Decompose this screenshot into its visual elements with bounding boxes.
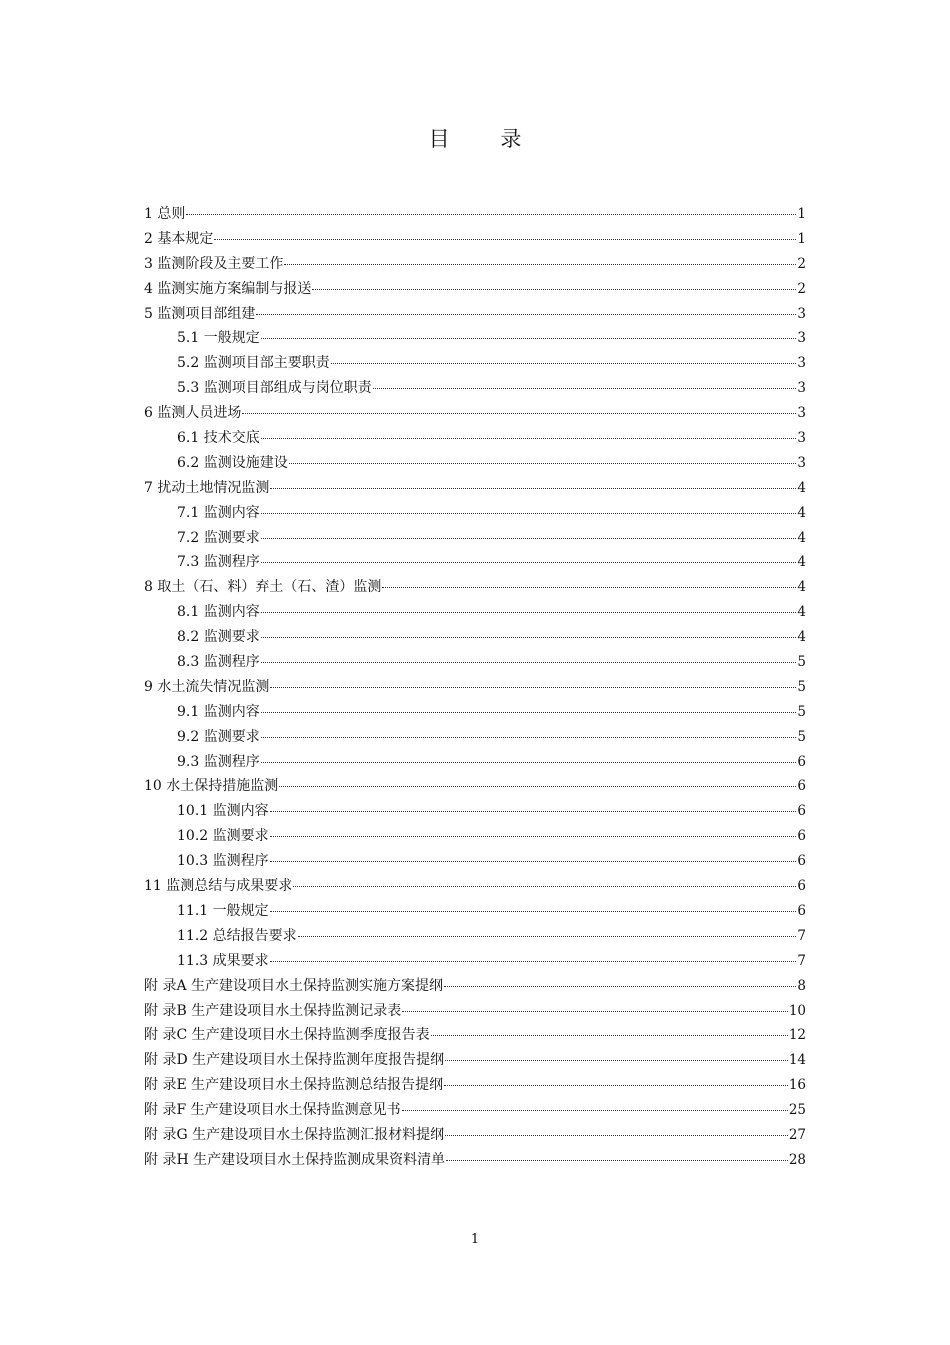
page-number: 1: [470, 1232, 480, 1247]
toc-entry-label: 10.2 监测要求: [177, 828, 269, 845]
toc-dot-leader: [261, 711, 797, 713]
toc-entry-label: 2 基本规定: [144, 230, 214, 247]
toc-entry[interactable]: [144, 302, 806, 327]
toc-subentry[interactable]: [144, 326, 806, 351]
toc-entry-page: 6: [797, 878, 806, 895]
toc-entry[interactable]: [144, 1148, 806, 1173]
toc-entry-page: 10: [788, 1002, 806, 1019]
toc-dot-leader: [261, 611, 797, 613]
toc-entry-page: 5: [797, 703, 806, 720]
toc-entry-page: 3: [797, 355, 806, 372]
toc-entry-label: 9.3 监测程序: [177, 753, 260, 770]
toc-entry-label: 5 监测项目部组建: [144, 305, 256, 322]
toc-entry-page: 7: [797, 952, 806, 969]
toc-entry-page: 3: [797, 405, 806, 422]
toc-entry-page: 14: [788, 1052, 806, 1069]
toc-entry-page: 4: [797, 604, 806, 621]
toc-entry-page: 4: [797, 479, 806, 496]
toc-dot-leader: [261, 761, 797, 763]
toc-subentry[interactable]: [144, 725, 806, 750]
toc-entry-label: 10.1 监测内容: [177, 803, 269, 820]
toc-dot-leader: [312, 288, 796, 290]
toc-subentry[interactable]: [144, 849, 806, 874]
toc-entry[interactable]: [144, 575, 806, 600]
toc-subentry[interactable]: [144, 949, 806, 974]
toc-dot-leader: [261, 437, 797, 439]
toc-entry-label: 10.3 监测程序: [177, 853, 269, 870]
toc-entry-label: 8.1 监测内容: [177, 604, 260, 621]
toc-entry[interactable]: [144, 675, 806, 700]
toc-entry-label: 3 监测阶段及主要工作: [144, 255, 284, 272]
toc-entry-page: 5: [797, 728, 806, 745]
toc-entry-page: 28: [788, 1151, 806, 1168]
toc-dot-leader: [261, 512, 797, 514]
toc-entry-label: 6.2 监测设施建设: [177, 454, 288, 471]
toc-entry-page: 4: [797, 504, 806, 521]
toc-entry[interactable]: [144, 202, 806, 227]
toc-entry-label: 5.2 监测项目部主要职责: [177, 355, 330, 372]
toc-entry-label: 10 水土保持措施监测: [144, 778, 279, 795]
toc-entry-label: 1 总则: [144, 206, 186, 222]
toc-dot-leader: [331, 362, 797, 364]
toc-dot-leader: [446, 1159, 788, 1161]
toc-dot-leader: [373, 387, 797, 389]
toc-subentry[interactable]: [144, 824, 806, 849]
toc-entry[interactable]: [144, 227, 806, 252]
toc-entry-page: 4: [797, 629, 806, 646]
toc-entry-label: 8.2 监测要求: [177, 629, 260, 646]
toc-dot-leader: [444, 985, 796, 987]
toc-subentry[interactable]: [144, 550, 806, 575]
toc-dot-leader: [261, 636, 797, 638]
toc-entry-label: 11 监测总结与成果要求: [144, 878, 293, 895]
toc-entry-page: 3: [797, 430, 806, 447]
toc-entry-label: 11.1 一般规定: [177, 902, 269, 919]
toc-entry[interactable]: [144, 1023, 806, 1048]
toc-entry-page: 2: [797, 255, 806, 272]
toc-dot-leader: [270, 960, 797, 962]
toc-subentry[interactable]: [144, 650, 806, 675]
toc-subentry[interactable]: [144, 501, 806, 526]
toc-dot-leader: [214, 238, 796, 240]
toc-entry[interactable]: [144, 974, 806, 999]
toc-entry[interactable]: [144, 1123, 806, 1148]
toc-dot-leader: [402, 1010, 788, 1012]
toc-entry-page: 12: [788, 1027, 806, 1044]
toc-dot-leader: [431, 1034, 788, 1036]
toc-entry-label: 6 监测人员进场: [144, 405, 242, 422]
toc-entry-page: 5: [797, 678, 806, 695]
toc-entry-label: 9.1 监测内容: [177, 703, 260, 720]
toc-entry-label: 7.2 监测要求: [177, 529, 260, 546]
toc-entry-page: 4: [797, 579, 806, 596]
toc-dot-leader: [444, 1084, 788, 1086]
toc-entry[interactable]: [144, 1098, 806, 1123]
toc-entry-label: 9.2 监测要求: [177, 728, 260, 745]
toc-entry-label: 附 录D 生产建设项目水土保持监测年度报告提纲: [144, 1052, 445, 1069]
toc-entry-label: 7 扰动土地情况监测: [144, 479, 270, 496]
toc-entry[interactable]: [144, 774, 806, 799]
toc-entry-page: 3: [797, 330, 806, 347]
toc-dot-leader: [293, 885, 796, 887]
toc-entry-label: 9 水土流失情况监测: [144, 678, 270, 695]
toc-entry[interactable]: [144, 1048, 806, 1073]
toc-entry-page: 4: [797, 554, 806, 571]
toc-dot-leader: [289, 462, 797, 464]
toc-dot-leader: [270, 487, 796, 489]
toc-subentry[interactable]: [144, 899, 806, 924]
toc-entry-page: 1: [797, 230, 806, 247]
toc-entry[interactable]: [144, 874, 806, 899]
toc-subentry[interactable]: [144, 451, 806, 476]
toc-dot-leader: [402, 1109, 788, 1111]
toc-subentry[interactable]: [144, 526, 806, 551]
page-title: 目 录: [428, 127, 544, 151]
toc-entry[interactable]: [144, 401, 806, 426]
toc-entry-page: 6: [797, 828, 806, 845]
toc-entry-label: 7.3 监测程序: [177, 554, 260, 571]
toc-dot-leader: [261, 661, 797, 663]
toc-entry[interactable]: [144, 1073, 806, 1098]
toc-entry-label: 附 录A 生产建设项目水土保持监测实施方案提纲: [144, 977, 444, 994]
toc-dot-leader: [186, 213, 796, 215]
toc-entry-page: 7: [797, 927, 806, 944]
toc-entry-label: 附 录F 生产建设项目水土保持监测意见书: [144, 1102, 401, 1119]
toc-entry-label: 8 取土（石、料）弃土（石、渣）监测: [144, 579, 382, 596]
toc-dot-leader: [261, 337, 797, 339]
toc-entry-label: 附 录B 生产建设项目水土保持监测记录表: [144, 1002, 402, 1019]
toc-dot-leader: [261, 561, 797, 563]
toc-entry-label: 附 录H 生产建设项目水土保持监测成果资料清单: [144, 1151, 446, 1168]
toc-subentry[interactable]: [144, 750, 806, 775]
toc-dot-leader: [261, 537, 797, 539]
toc-entry-page: 3: [797, 305, 806, 322]
toc-entry-page: 25: [788, 1102, 806, 1119]
toc-subentry[interactable]: [144, 351, 806, 376]
toc-dot-leader: [445, 1059, 788, 1061]
toc-entry-label: 11.2 总结报告要求: [177, 927, 297, 944]
toc-dot-leader: [284, 263, 796, 265]
toc-entry-label: 5.3 监测项目部组成与岗位职责: [177, 380, 372, 397]
toc-entry-label: 附 录C 生产建设项目水土保持监测季度报告表: [144, 1027, 430, 1044]
toc-entry-label: 11.3 成果要求: [177, 952, 269, 969]
toc-entry[interactable]: [144, 999, 806, 1024]
toc-subentry[interactable]: [144, 600, 806, 625]
toc-dot-leader: [270, 810, 797, 812]
toc-subentry[interactable]: [144, 625, 806, 650]
toc-entry-page: 2: [797, 280, 806, 297]
toc-dot-leader: [256, 313, 796, 315]
toc-entry-label: 5.1 一般规定: [177, 330, 260, 347]
toc-entry-page: 6: [797, 803, 806, 820]
toc-subentry[interactable]: [144, 700, 806, 725]
toc-subentry[interactable]: [144, 426, 806, 451]
toc-entry-page: 3: [797, 380, 806, 397]
toc-entry-page: 16: [788, 1077, 806, 1094]
toc-entry-page: 5: [797, 654, 806, 671]
toc-entry-label: 7.1 监测内容: [177, 504, 260, 521]
toc-entry-page: 8: [797, 977, 806, 994]
toc-dot-leader: [270, 860, 797, 862]
toc-dot-leader: [270, 686, 796, 688]
toc-entry-page: 4: [797, 529, 806, 546]
toc-entry[interactable]: [144, 476, 806, 501]
toc-entry-label: 附 录G 生产建设项目水土保持监测汇报材料提纲: [144, 1126, 445, 1143]
toc-subentry[interactable]: [144, 924, 806, 949]
toc-entry-page: 6: [797, 753, 806, 770]
toc-dot-leader: [270, 835, 797, 837]
toc-entry-page: 6: [797, 902, 806, 919]
toc-dot-leader: [445, 1134, 788, 1136]
toc-entry-label: 附 录E 生产建设项目水土保持监测总结报告提纲: [144, 1077, 444, 1094]
toc-entry-page: 3: [797, 454, 806, 471]
toc-entry-page: 6: [797, 853, 806, 870]
table-of-contents: [144, 202, 806, 1173]
toc-entry-page: 6: [797, 778, 806, 795]
toc-dot-leader: [298, 935, 797, 937]
toc-entry[interactable]: [144, 252, 806, 277]
toc-dot-leader: [279, 785, 796, 787]
toc-dot-leader: [270, 910, 797, 912]
toc-entry-label: 8.3 监测程序: [177, 654, 260, 671]
toc-dot-leader: [261, 736, 797, 738]
toc-dot-leader: [382, 586, 796, 588]
toc-entry[interactable]: [144, 277, 806, 302]
toc-entry-page: 27: [788, 1126, 806, 1143]
toc-entry-label: 6.1 技术交底: [177, 430, 260, 447]
toc-dot-leader: [242, 412, 796, 414]
toc-entry-page: 1: [797, 206, 806, 222]
toc-subentry[interactable]: [144, 376, 806, 401]
toc-subentry[interactable]: [144, 799, 806, 824]
toc-entry-label: 4 监测实施方案编制与报送: [144, 280, 312, 297]
